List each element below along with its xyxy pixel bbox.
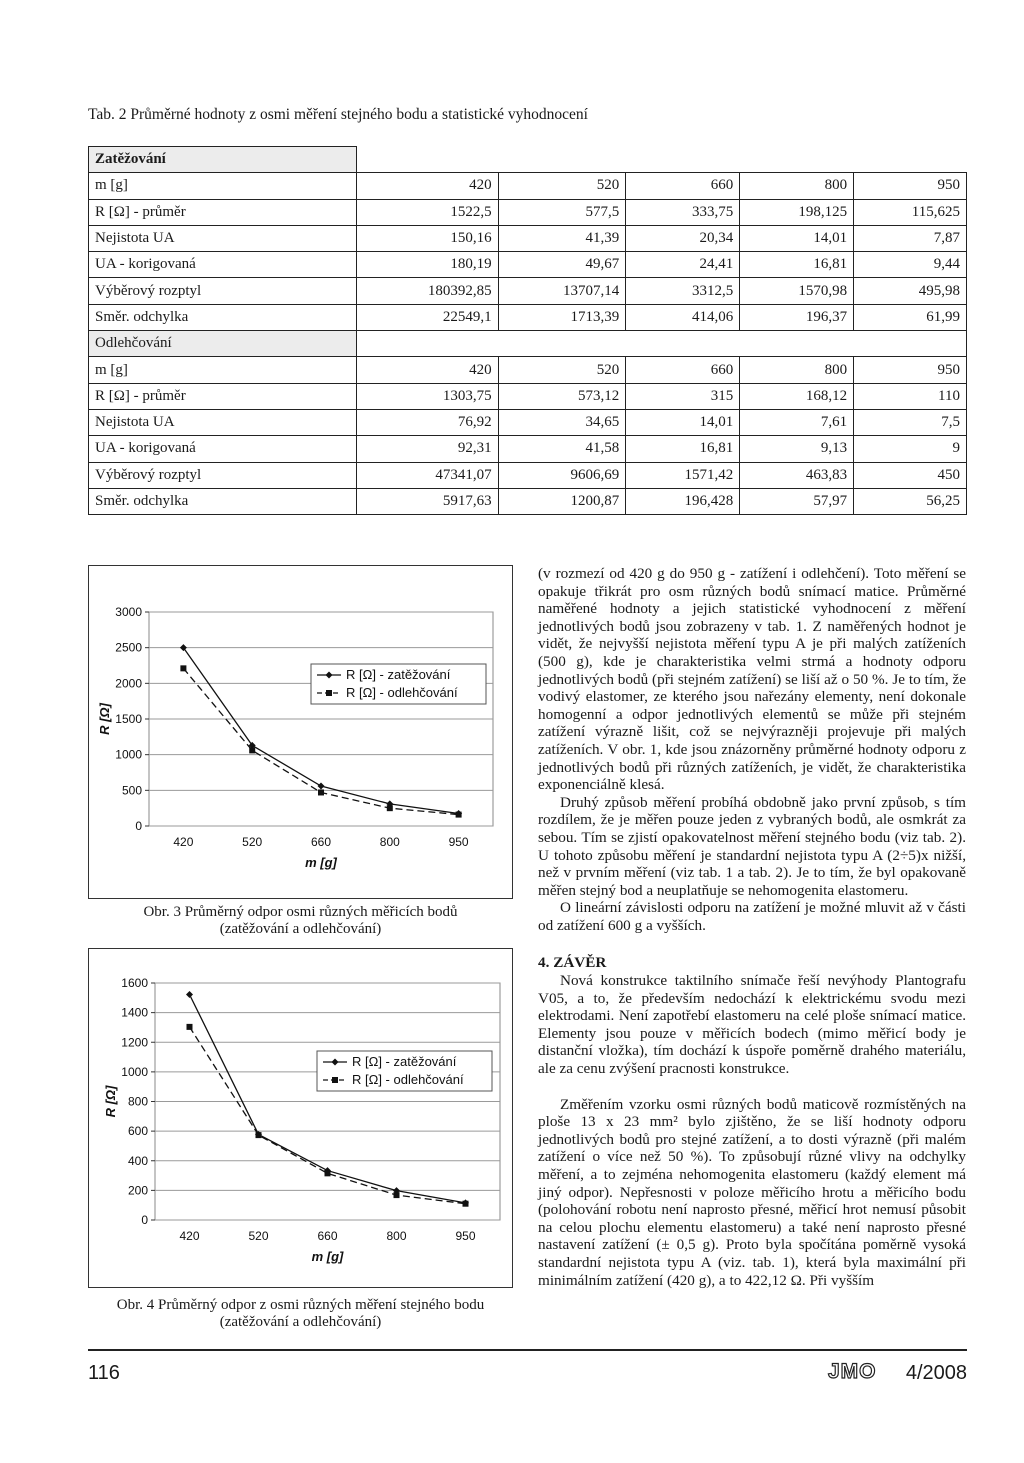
row-label: R [Ω] - průměr	[89, 199, 357, 225]
table-cell: 420	[357, 173, 499, 199]
data-point	[187, 1024, 193, 1030]
table-cell: 1570,98	[740, 278, 854, 304]
table-cell: 577,5	[498, 199, 626, 225]
table-cell: 7,87	[854, 225, 967, 251]
table-cell: 7,5	[854, 409, 967, 435]
x-tick-label: 520	[248, 1229, 269, 1243]
figure-caption-obr4	[88, 1297, 513, 1331]
table-cell: 1522,5	[357, 199, 499, 225]
y-tick-label: 1500	[115, 712, 142, 726]
y-axis-label: R [Ω]	[103, 1085, 118, 1118]
results-table	[88, 146, 967, 515]
y-tick-label: 1600	[121, 976, 148, 990]
paragraph-2: Druhý způsob měření probíhá obdobně jako první způsob, s tím rozdílem, že je měřen pouze jeden z vybraných bodů, ale osmkrát za sebou. Tím se zjistí opakovatelnost měření stejného bodu (viz tab. 2). U tohoto způsobu měření je standardní nejistota typu A (2÷5)x nižší, než v prvním měření (viz tab. 1 a tab. 2). Je to tím, že byl opakovaně měřen stejný bod a neuplatňuje se nehomogenita elastomeru.	[538, 793, 966, 899]
paragraph-5: Změřením vzorku osmi různých bodů maticově rozmístěných na ploše 13 x 23 mm² bylo zjištěno, že se liší hodnoty odporu jednotlivých bodů pro stejné zatížení, a to dosti výrazně (při malém zatížení o více než 50 %). To způsobují různé vlivy na odchylky měření, a to zejména nehomogenita elastomeru (každý element má jiný odpor). Nepřesnosti v poloze měřicího hrotu a měřicího bodu (polohování robotu není naprosto přesné, měřicí hrot nemusí působit na celou plochu elementu elastomeru) a také není naprosto přesné nastavení zatížení (± 0,5 g). Proto byla spočítána poměrně vysoká standardní nejistota typu A (viz. tab. 1), která byla maximální při minimálním zatížení (420 g), a to 422,12 Ω. Při vyšším	[538, 1095, 966, 1289]
section-title: Zatěžování	[89, 147, 357, 173]
figure-caption-obr3-line1: Obr. 3 Průměrný odpor osmi různých měřicích bodů	[143, 904, 458, 920]
table-cell: 3312,5	[626, 278, 740, 304]
table-row	[89, 225, 967, 251]
table-row	[89, 278, 967, 304]
table-cell: 180,19	[357, 252, 499, 278]
table-row	[89, 252, 967, 278]
table-section-row	[89, 147, 967, 173]
data-point	[249, 747, 255, 753]
table-cell: 92,31	[357, 436, 499, 462]
table-cell: 47341,07	[357, 462, 499, 488]
chart-obr4	[88, 948, 513, 1288]
chart-obr3	[88, 565, 513, 899]
y-tick-label: 200	[127, 1183, 148, 1198]
table-cell: 520	[498, 173, 626, 199]
table-cell: 1713,39	[498, 304, 626, 330]
table-cell: 1571,42	[626, 462, 740, 488]
table-cell: 495,98	[854, 278, 967, 304]
data-point	[387, 805, 393, 811]
table-cell: 520	[498, 357, 626, 383]
y-tick-label: 1200	[121, 1035, 148, 1050]
table-cell: 1303,75	[357, 383, 499, 409]
table-cell: 198,125	[740, 199, 854, 225]
y-tick-label: 2500	[115, 640, 142, 655]
table-cell: 9606,69	[498, 462, 626, 488]
table-cell: 9,44	[854, 252, 967, 278]
table-cell: 110	[854, 383, 967, 409]
row-label: m [g]	[89, 357, 357, 383]
page-number: 116	[88, 1362, 120, 1384]
x-tick-label: 950	[455, 1229, 476, 1243]
table-cell: 800	[740, 357, 854, 383]
table-cell: 660	[626, 357, 740, 383]
x-tick-label: 520	[242, 835, 263, 849]
y-tick-label: 1000	[115, 747, 142, 762]
data-point	[180, 665, 186, 671]
data-point	[318, 789, 324, 795]
table-cell: 450	[854, 462, 967, 488]
table-cell: 14,01	[740, 225, 854, 251]
table-cell: 16,81	[626, 436, 740, 462]
table-cell: 9,13	[740, 436, 854, 462]
paragraph-1: (v rozmezí od 420 g do 950 g - zatížení i odlehčení). Toto měření se opakuje třikrát pro osm různých bodů snímací matice. Průměrné naměřené hodnoty a jejich statistické vyhodnocení z měření jednotlivých bodů jsou zobrazeny v tab. 1. Z naměřených hodnot je vidět, že nejvyšší nejistota měření typu A je při malých zatíženích (500 g), kde je charakteristika velmi strmá a hodnoty odporu jednotlivých bodů (při stejném zatížení) se liší až o 50 %. Je to tím, že vodivý elastomer, ze kterého jsou nařezány elementy, není dokonale homogenní a odpor jednotlivých elementů se může při stejném zatížení výrazně lišit, což se nejvýrazněji projevuje při malých zatíženích. V obr. 1, kde jsou znázorněny průměrné hodnoty odporu z jednotlivých bodů při různých zatíženích, je vidět, že charakteristika exponenciálně klesá.	[538, 565, 966, 794]
table-cell: 41,58	[498, 436, 626, 462]
legend-label: R [Ω] - odlehčování	[346, 685, 458, 700]
x-tick-label: 800	[379, 835, 400, 849]
legend-marker	[332, 1077, 338, 1083]
table-cell: 414,06	[626, 304, 740, 330]
row-label: Směr. odchylka	[89, 488, 357, 514]
table-cell: 56,25	[854, 488, 967, 514]
table-cell: 14,01	[626, 409, 740, 435]
footer-rule	[88, 1349, 967, 1351]
table-caption: Tab. 2 Průměrné hodnoty z osmi měření stejného bodu a statistické vyhodnocení	[88, 106, 588, 123]
legend-marker	[326, 690, 332, 696]
table-cell: 22549,1	[357, 304, 499, 330]
table-cell: 16,81	[740, 252, 854, 278]
table-cell: 463,83	[740, 462, 854, 488]
y-tick-label: 400	[127, 1153, 148, 1168]
table-cell: 196,37	[740, 304, 854, 330]
table-cell: 1200,87	[498, 488, 626, 514]
row-label: Směr. odchylka	[89, 304, 357, 330]
table-row	[89, 304, 967, 330]
table-cell: 34,65	[498, 409, 626, 435]
table-cell: 150,16	[357, 225, 499, 251]
x-axis-label: m [g]	[311, 1249, 344, 1264]
table-cell: 24,41	[626, 252, 740, 278]
y-tick-label: 0	[141, 1213, 148, 1227]
x-tick-label: 420	[173, 835, 194, 849]
row-label: Nejistota UA	[89, 409, 357, 435]
paragraph-3: O lineární závislosti odporu na zatížení je možné mluvit až v části od zatížení 600 g a vyšších.	[538, 899, 966, 934]
journal-logo: JMO	[828, 1360, 877, 1383]
table-row	[89, 488, 967, 514]
y-tick-label: 2000	[115, 676, 142, 691]
data-point	[456, 812, 462, 818]
table-cell: 49,67	[498, 252, 626, 278]
row-label: m [g]	[89, 173, 357, 199]
table-row	[89, 409, 967, 435]
chart-obr3-svg	[89, 566, 512, 898]
row-label: Výběrový rozptyl	[89, 278, 357, 304]
data-point	[463, 1201, 469, 1207]
y-tick-label: 1000	[121, 1064, 148, 1079]
table-cell: 7,61	[740, 409, 854, 435]
table-cell: 180392,85	[357, 278, 499, 304]
data-point	[325, 1170, 331, 1176]
table-cell: 20,34	[626, 225, 740, 251]
y-tick-label: 0	[135, 819, 142, 833]
table-cell: 9	[854, 436, 967, 462]
row-label: UA - korigovaná	[89, 436, 357, 462]
y-tick-label: 600	[127, 1124, 148, 1139]
x-tick-label: 660	[317, 1229, 338, 1243]
table-row	[89, 383, 967, 409]
table-cell: 57,97	[740, 488, 854, 514]
figure-caption-obr4-line1: Obr. 4 Průměrný odpor z osmi různých měření stejného bodu	[116, 1297, 485, 1313]
table-cell: 950	[854, 357, 967, 383]
table-cell: 333,75	[626, 199, 740, 225]
y-axis-label: R [Ω]	[97, 703, 112, 735]
row-label: UA - korigovaná	[89, 252, 357, 278]
table-cell: 168,12	[740, 383, 854, 409]
x-tick-label: 800	[386, 1229, 407, 1243]
issue-number: 4/2008	[905, 1362, 967, 1384]
data-point	[394, 1192, 400, 1198]
table-cell: 5917,63	[357, 488, 499, 514]
x-tick-label: 420	[179, 1229, 200, 1243]
table-row	[89, 462, 967, 488]
data-point	[256, 1132, 262, 1138]
section-empty-cell	[357, 147, 967, 173]
table-cell: 573,12	[498, 383, 626, 409]
legend-label: R [Ω] - zatěžování	[346, 667, 451, 682]
table-section-row	[89, 331, 967, 357]
y-tick-label: 3000	[115, 605, 142, 619]
text-column	[538, 565, 966, 1289]
figure-caption-obr3	[88, 904, 513, 938]
legend-label: R [Ω] - odlehčování	[352, 1072, 464, 1087]
table-cell: 660	[626, 173, 740, 199]
table-cell: 76,92	[357, 409, 499, 435]
section-heading: 4. ZÁVĚR	[538, 954, 607, 972]
table-cell: 950	[854, 173, 967, 199]
row-label: Nejistota UA	[89, 225, 357, 251]
y-tick-label: 500	[121, 783, 142, 798]
x-axis-label: m [g]	[305, 855, 337, 870]
row-label: Výběrový rozptyl	[89, 462, 357, 488]
table-cell: 196,428	[626, 488, 740, 514]
table-cell: 13707,14	[498, 278, 626, 304]
table-cell: 41,39	[498, 225, 626, 251]
table-cell: 800	[740, 173, 854, 199]
paragraph-4: Nová konstrukce taktilního snímače řeší nevýhody Plantografu V05, a to, že především nedochází k elektrickému svodu mezi elektrodami. Není zapotřebí elastomeru na celé ploše snímací matice. Elementy jsou pouze v měřicích bodech (mimo měřicí body je distanční vložka), tím dochází k úspoře poměrně drahého materiálu, ale za cenu zvýšení pracnosti konstrukce.	[538, 972, 966, 1078]
table-row	[89, 357, 967, 383]
table-cell: 115,625	[854, 199, 967, 225]
section-empty-cell	[357, 331, 967, 357]
table-cell: 420	[357, 357, 499, 383]
y-tick-label: 1400	[121, 1005, 148, 1020]
table-row	[89, 173, 967, 199]
x-tick-label: 660	[310, 835, 332, 849]
x-tick-label: 950	[448, 835, 469, 849]
figure-caption-obr3-line2: (zatěžování a odlehčování)	[219, 921, 382, 937]
table-cell: 61,99	[854, 304, 967, 330]
figure-caption-obr4-line2: (zatěžování a odlehčování)	[219, 1314, 382, 1330]
table-row	[89, 199, 967, 225]
legend-label: R [Ω] - zatěžování	[352, 1054, 457, 1069]
chart-obr4-svg	[89, 949, 512, 1287]
section-title: Odlehčování	[89, 331, 357, 357]
y-tick-label: 800	[127, 1094, 148, 1109]
table-row	[89, 436, 967, 462]
table-cell: 315	[626, 383, 740, 409]
row-label: R [Ω] - průměr	[89, 383, 357, 409]
